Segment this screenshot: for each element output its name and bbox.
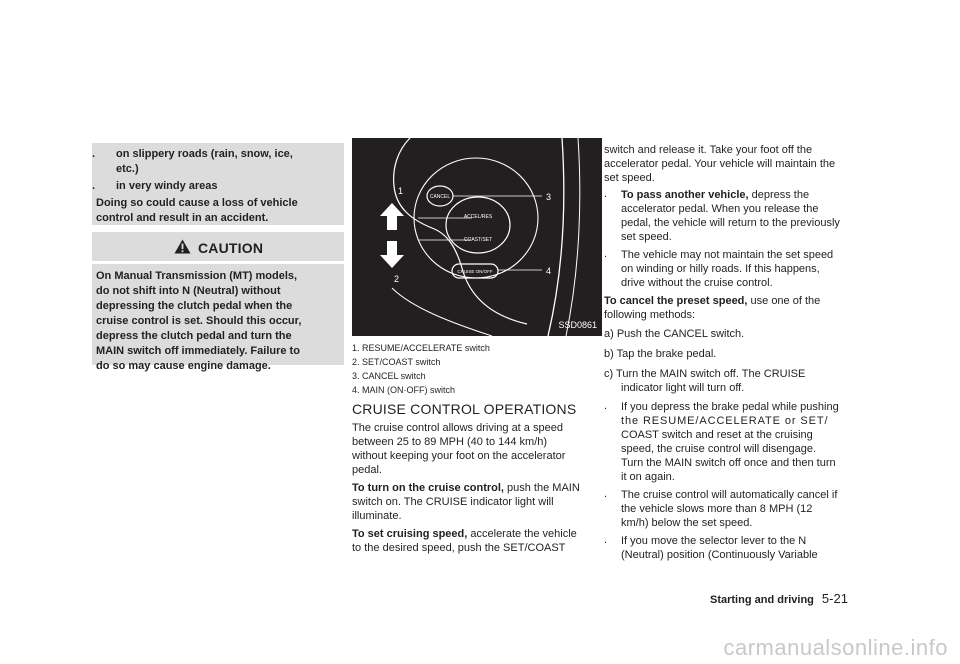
- cruise-onoff-label: CRUISE ON/OFF: [457, 269, 493, 274]
- bold-lead: To turn on the cruise control,: [352, 482, 504, 494]
- lead-rest: accelerate the vehicle: [467, 528, 577, 540]
- body-text: switch and release it. Take your foot off the: [604, 144, 813, 156]
- legend-item: 4. MAIN (ON·OFF) switch: [352, 385, 455, 395]
- body-text: set speed.: [604, 172, 655, 184]
- warning-bullet-text: in very windy areas: [116, 180, 218, 192]
- lead-rest: depress the: [748, 189, 810, 201]
- caution-header: [92, 232, 344, 261]
- body-text: switch on. The CRUISE indicator light will: [352, 496, 554, 508]
- watermark: carmanualsonline.info: [723, 635, 948, 660]
- warning-box: [92, 143, 344, 225]
- body-text: accelerator pedal. When you release the: [621, 203, 819, 215]
- cancel-button-label: CANCEL: [429, 194, 451, 200]
- body-text: illuminate.: [352, 510, 402, 522]
- lead-rest: use one of the: [747, 295, 821, 307]
- body-text: between 25 to 89 MPH (40 to 144 km/h): [352, 436, 548, 448]
- warning-text: Doing so could cause a loss of vehicle: [96, 197, 298, 209]
- body-text: [621, 188, 809, 202]
- body-text: the vehicle slows more than 8 MPH (12: [621, 503, 813, 515]
- body-text: on winding or hilly roads. If this happens,: [621, 263, 820, 275]
- callout-3: 3: [546, 192, 552, 202]
- figure-code: SSD0861: [558, 320, 597, 330]
- body-text: drive without the cruise control.: [621, 277, 773, 289]
- body-text: If you depress the brake pedal while pushing: [621, 401, 839, 413]
- caution-line: cruise control is set. Should this occur,: [96, 315, 302, 327]
- body-text: set speed.: [621, 231, 672, 243]
- warning-triangle-icon: [174, 239, 191, 254]
- bullet-dot: .: [92, 148, 96, 160]
- body-text: the RESUME/ACCELERATE or SET/: [621, 415, 829, 427]
- footer-label: Starting and driving: [710, 594, 814, 606]
- bold-lead: To pass another vehicle,: [621, 189, 749, 201]
- body-text: The cruise control allows driving at a speed: [352, 422, 563, 434]
- cruise-switch-figure: [352, 138, 602, 336]
- body-text: km/h) below the set speed.: [621, 517, 753, 529]
- bullet-dot: .: [604, 488, 608, 500]
- arrow-down-icon: [380, 241, 404, 268]
- legend-item: 2. SET/COAST switch: [352, 357, 441, 367]
- body-text: pedal.: [352, 464, 382, 476]
- list-item-c-continued: indicator light will turn off.: [621, 382, 745, 394]
- warning-bullet-text: etc.): [116, 163, 139, 175]
- steering-wheel-illustration: [352, 138, 602, 336]
- caution-line: MAIN switch off immediately. Failure to: [96, 345, 300, 357]
- callout-1: 1: [398, 186, 404, 196]
- arrow-up-icon: [380, 203, 404, 230]
- caution-line: depress the clutch pedal and turn the: [96, 330, 292, 342]
- warning-bullet-text: on slippery roads (rain, snow, ice,: [116, 148, 293, 160]
- caution-line: On Manual Transmission (MT) models,: [96, 270, 298, 282]
- list-item-b: b) Tap the brake pedal.: [604, 348, 717, 360]
- legend-item: 1. RESUME/ACCELERATE switch: [352, 343, 490, 353]
- body-text: The vehicle may not maintain the set speed: [621, 249, 834, 261]
- body-text: speed, the cruise control will disengage.: [621, 443, 817, 455]
- caution-line: do so may cause engine damage.: [96, 360, 271, 372]
- body-text: (Neutral) position (Continuously Variable: [621, 549, 818, 561]
- bullet-dot: .: [92, 180, 96, 192]
- body-text: [352, 481, 580, 495]
- callout-4: 4: [546, 266, 552, 276]
- section-title: CRUISE CONTROL OPERATIONS: [352, 401, 577, 417]
- lead-rest: push the MAIN: [503, 482, 580, 494]
- bold-lead: To cancel the preset speed,: [604, 295, 748, 307]
- body-text: accelerator pedal. Your vehicle will maintain the: [604, 158, 836, 170]
- body-text: [352, 527, 577, 541]
- list-item-a: a) Push the CANCEL switch.: [604, 328, 745, 340]
- page-footer: [710, 590, 848, 608]
- coast-set-label: COAST/SET: [463, 237, 493, 243]
- caution-line: do not shift into N (Neutral) without: [96, 285, 281, 297]
- list-item-c: c) Turn the MAIN switch off. The CRUISE: [604, 368, 806, 380]
- body-text: to the desired speed, push the SET/COAST: [352, 542, 566, 554]
- body-text: COAST switch and reset at the cruising: [621, 429, 813, 441]
- body-text: [604, 294, 820, 308]
- body-text: without keeping your foot on the accelerator: [352, 450, 566, 462]
- body-text: following methods:: [604, 309, 696, 321]
- legend-item: 3. CANCEL switch: [352, 371, 426, 381]
- bullet-dot: .: [604, 534, 608, 546]
- warning-text: control and result in an accident.: [96, 212, 269, 224]
- caution-box: [92, 264, 344, 372]
- body-text: Turn the MAIN switch off once and then turn: [621, 457, 836, 469]
- bold-lead: To set cruising speed,: [352, 528, 468, 540]
- bullet-dot: .: [604, 400, 608, 412]
- caution-title: CAUTION: [198, 240, 264, 256]
- page-number: 5-21: [821, 591, 848, 606]
- caution-line: depressing the clutch pedal when the: [96, 300, 293, 312]
- body-text: it on again.: [621, 471, 675, 483]
- body-text: pedal, the vehicle will return to the previously: [621, 217, 840, 229]
- bullet-dot: .: [604, 248, 608, 260]
- accel-res-label: ACCEL/RES: [463, 214, 493, 220]
- body-text: If you move the selector lever to the N: [621, 535, 807, 547]
- body-text: The cruise control will automatically cancel if: [621, 489, 838, 501]
- callout-2: 2: [394, 274, 400, 284]
- bullet-dot: .: [604, 188, 608, 200]
